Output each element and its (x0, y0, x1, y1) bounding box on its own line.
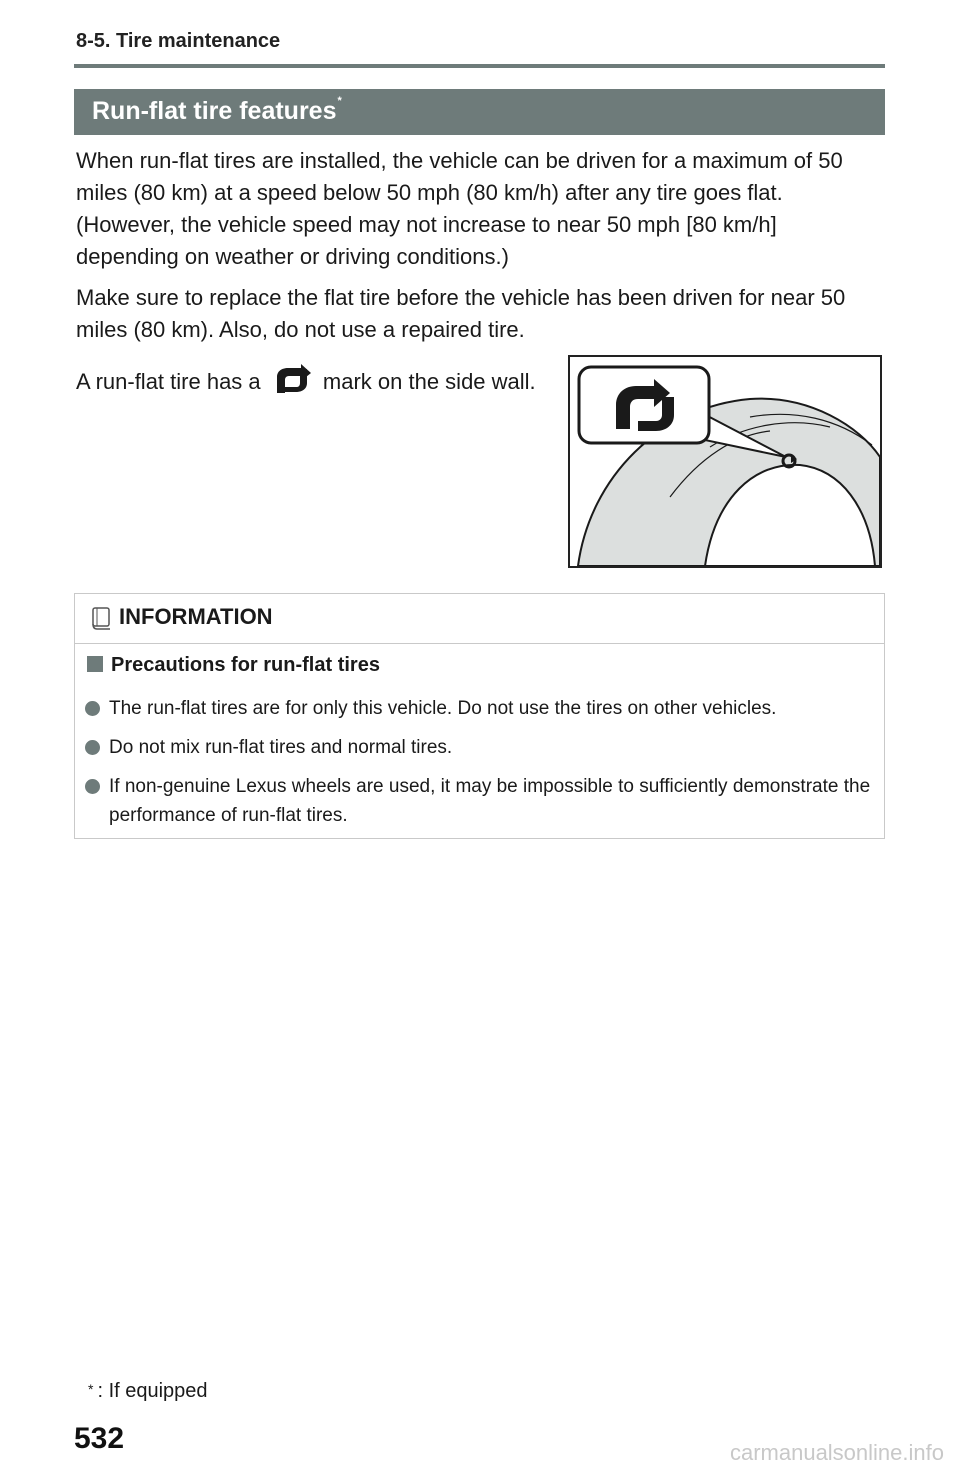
header-rule (74, 64, 885, 68)
running-header: 8-5. Tire maintenance (76, 30, 281, 52)
page-number: 532 (74, 1422, 125, 1455)
bullet-item (85, 694, 875, 723)
section-title-bar (74, 89, 885, 135)
tire-sidewall-illustration (568, 355, 882, 568)
tire-drawing (570, 357, 880, 566)
paragraph-max-distance: When run-flat tires are installed, the vehicle can be driven for a maximum of 50 miles (80 km) at a speed below 50 mph (80 km/h) after any tire goes flat. (However, the vehicle speed may not increase to near 50 mph [80 km/h] depending on weather or driving conditions.) (76, 148, 843, 269)
footnote (88, 1380, 208, 1403)
book-icon (91, 607, 113, 631)
paragraph-runflat-mark-after: mark on the side wall. (322, 369, 536, 394)
bullet-text: The run-flat tires are for only this vehicle. Do not use the tires on other vehicles. (109, 698, 777, 719)
circle-bullet-icon (85, 701, 100, 716)
paragraph-runflat-mark-before: A run-flat tire has a (76, 369, 261, 394)
information-title: INFORMATION (119, 604, 273, 629)
runflat-arrow-icon (271, 363, 313, 395)
paragraph-runflat-mark (76, 363, 556, 398)
information-header (75, 594, 884, 644)
information-box (74, 593, 885, 839)
section-title-marker: * (337, 95, 342, 107)
bullet-item (85, 772, 875, 830)
bullet-item (85, 733, 875, 762)
square-bullet-icon (87, 656, 103, 672)
precautions-subheading-text: Precautions for run-flat tires (111, 654, 380, 676)
footnote-text: : If equipped (97, 1380, 208, 1402)
bullet-text: If non-genuine Lexus wheels are used, it may be impossible to sufficiently demonstrate the performance of run-flat tires. (109, 776, 871, 826)
circle-bullet-icon (85, 779, 100, 794)
precautions-subheading (87, 654, 380, 677)
section-title (92, 97, 342, 126)
section-title-text: Run-flat tire features (92, 97, 337, 125)
footnote-marker: * (88, 1381, 94, 1397)
paragraph-replace-tire: Make sure to replace the flat tire before the vehicle has been driven for near 50 miles (80 km). Also, do not use a repaired tire. (76, 285, 846, 342)
circle-bullet-icon (85, 740, 100, 755)
watermark: carmanualsonline.info (729, 1440, 944, 1465)
bullet-text: Do not mix run-flat tires and normal tires. (109, 737, 453, 758)
